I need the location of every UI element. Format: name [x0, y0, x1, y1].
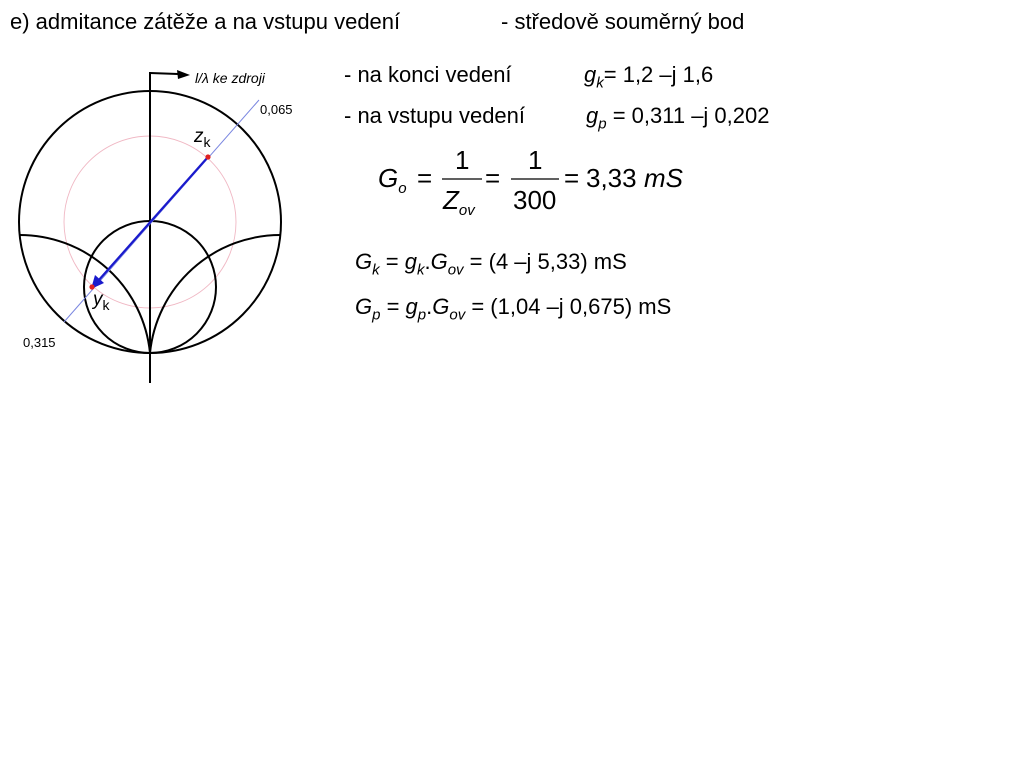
wavelength-top-label: 0,065	[260, 102, 293, 117]
transformation-arrow	[98, 157, 208, 281]
input-value: $g_p = 0,311$ –j 0,202	[586, 103, 770, 133]
formula-lhs: $G_o$	[378, 163, 407, 197]
formula-num1: 1	[455, 145, 470, 175]
formula-den2: 300	[513, 185, 557, 215]
formula-den1: $Z_{ov}$	[443, 185, 475, 219]
yk-label: $y_k$	[93, 289, 110, 313]
wavelength-bottom-label: 0,315	[23, 335, 56, 350]
title-left: e) admitance zátěže a na vstupu vedení	[10, 9, 401, 34]
smith-chart	[0, 0, 330, 400]
load-end-line: - na konci vedení	[344, 62, 512, 87]
input-line: - na vstupu vedení	[344, 103, 526, 128]
formula-result: 3,33	[586, 163, 637, 193]
gk-result: $G_k = g_k.G_{ov} = (4$ –j 5,33) mS	[355, 249, 627, 279]
formula-num2: 1	[528, 145, 543, 175]
formula-eq2: =	[485, 163, 501, 193]
formula-eq1: =	[417, 163, 433, 193]
direction-label: l/λ ke zdroji	[195, 70, 265, 86]
gp-result: $G_p = g_p.G_{ov} = (1,04$ –j 0,675) mS	[355, 294, 672, 324]
load-end-value: $g_k= 1,2$ –j 1,6	[584, 62, 714, 92]
zk-label: $z_k$	[194, 126, 211, 150]
conductance-formula	[370, 140, 700, 224]
title-right: - středově souměrný bod	[501, 9, 745, 34]
zk-point	[205, 154, 210, 159]
formula-unit: mS	[644, 163, 683, 193]
direction-arrowhead	[177, 70, 190, 79]
direction-arrow-line	[150, 73, 178, 74]
formula-eq3: =	[564, 163, 580, 193]
